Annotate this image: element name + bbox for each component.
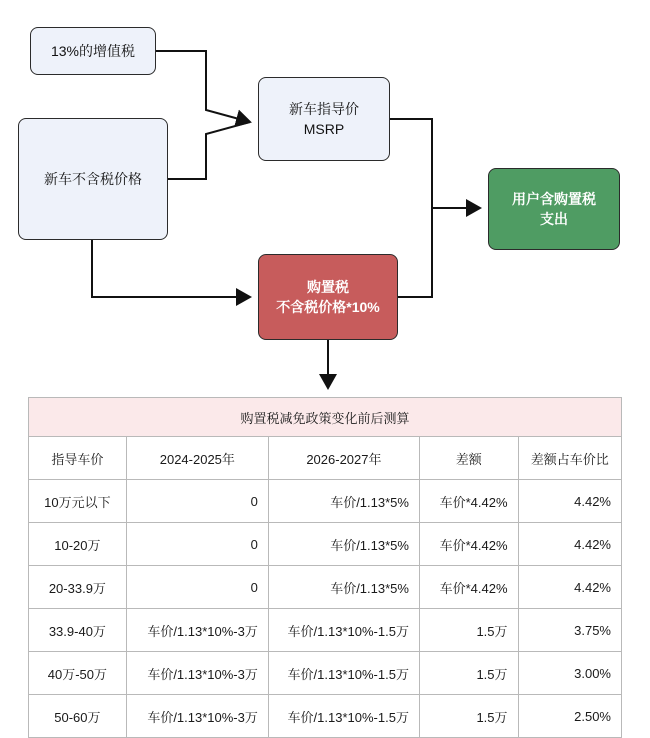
- node-msrp-line-2: MSRP: [303, 121, 345, 137]
- cell-diff: 1.5万: [419, 652, 518, 695]
- table-row: [29, 652, 622, 695]
- cell-period2: 车价/1.13*5%: [268, 566, 419, 609]
- cell-period1: 车价/1.13*10%-3万: [126, 609, 268, 652]
- cell-category: 10万元以下: [29, 480, 127, 523]
- table-title: 购置税减免政策变化前后测算: [29, 398, 622, 437]
- cell-category: 40万-50万: [29, 652, 127, 695]
- cell-category: 50-60万: [29, 695, 127, 738]
- table-header-category: 指导车价: [29, 437, 127, 480]
- node-total-spend-line-2: 支出: [540, 211, 568, 227]
- cell-diff: 1.5万: [419, 609, 518, 652]
- cell-diff: 车价*4.42%: [419, 480, 518, 523]
- cell-period1: 0: [126, 480, 268, 523]
- node-vat-line-1: 13%的增值税: [50, 42, 136, 59]
- cell-period1: 车价/1.13*10%-3万: [126, 652, 268, 695]
- cell-ratio: 3.00%: [518, 652, 621, 695]
- cell-period1: 0: [126, 523, 268, 566]
- node-purchase-tax: [258, 254, 398, 340]
- node-pretax-price-line-1: 新车不含税价格: [44, 170, 142, 187]
- table-header-row: [29, 437, 622, 480]
- table-row: [29, 480, 622, 523]
- table-header-period2: 2026-2027年: [268, 437, 419, 480]
- cell-category: 20-33.9万: [29, 566, 127, 609]
- cell-period2: 车价/1.13*5%: [268, 480, 419, 523]
- node-total-spend: [488, 168, 620, 250]
- cell-period1: 0: [126, 566, 268, 609]
- table-row: [29, 523, 622, 566]
- table-row: [29, 695, 622, 738]
- node-purchase-tax-line-2: 不含税价格*10%: [276, 299, 380, 315]
- cell-ratio: 3.75%: [518, 609, 621, 652]
- calculation-table-wrapper: [28, 397, 622, 738]
- cell-category: 33.9-40万: [29, 609, 127, 652]
- cell-period2: 车价/1.13*10%-1.5万: [268, 609, 419, 652]
- node-pretax-price: [18, 118, 168, 240]
- node-total-spend-line-1: 用户含购置税: [512, 190, 596, 207]
- cell-diff: 车价*4.42%: [419, 566, 518, 609]
- node-purchase-tax-line-1: 购置税: [307, 278, 349, 295]
- table-row: [29, 609, 622, 652]
- cell-diff: 车价*4.42%: [419, 523, 518, 566]
- cell-ratio: 2.50%: [518, 695, 621, 738]
- table-header-period1: 2024-2025年: [126, 437, 268, 480]
- cell-diff: 1.5万: [419, 695, 518, 738]
- table-title-row: [29, 398, 622, 437]
- table-header-ratio: 差额占车价比: [518, 437, 621, 480]
- cell-period2: 车价/1.13*5%: [268, 523, 419, 566]
- cell-ratio: 4.42%: [518, 566, 621, 609]
- cell-ratio: 4.42%: [518, 523, 621, 566]
- node-vat: [30, 27, 156, 75]
- cell-period2: 车价/1.13*10%-1.5万: [268, 695, 419, 738]
- cell-ratio: 4.42%: [518, 480, 621, 523]
- table-header-diff: 差额: [419, 437, 518, 480]
- node-msrp-line-1: 新车指导价: [289, 100, 359, 117]
- calculation-table: [28, 397, 622, 738]
- cell-category: 10-20万: [29, 523, 127, 566]
- table-row: [29, 566, 622, 609]
- node-msrp: [258, 77, 390, 161]
- cell-period1: 车价/1.13*10%-3万: [126, 695, 268, 738]
- cell-period2: 车价/1.13*10%-1.5万: [268, 652, 419, 695]
